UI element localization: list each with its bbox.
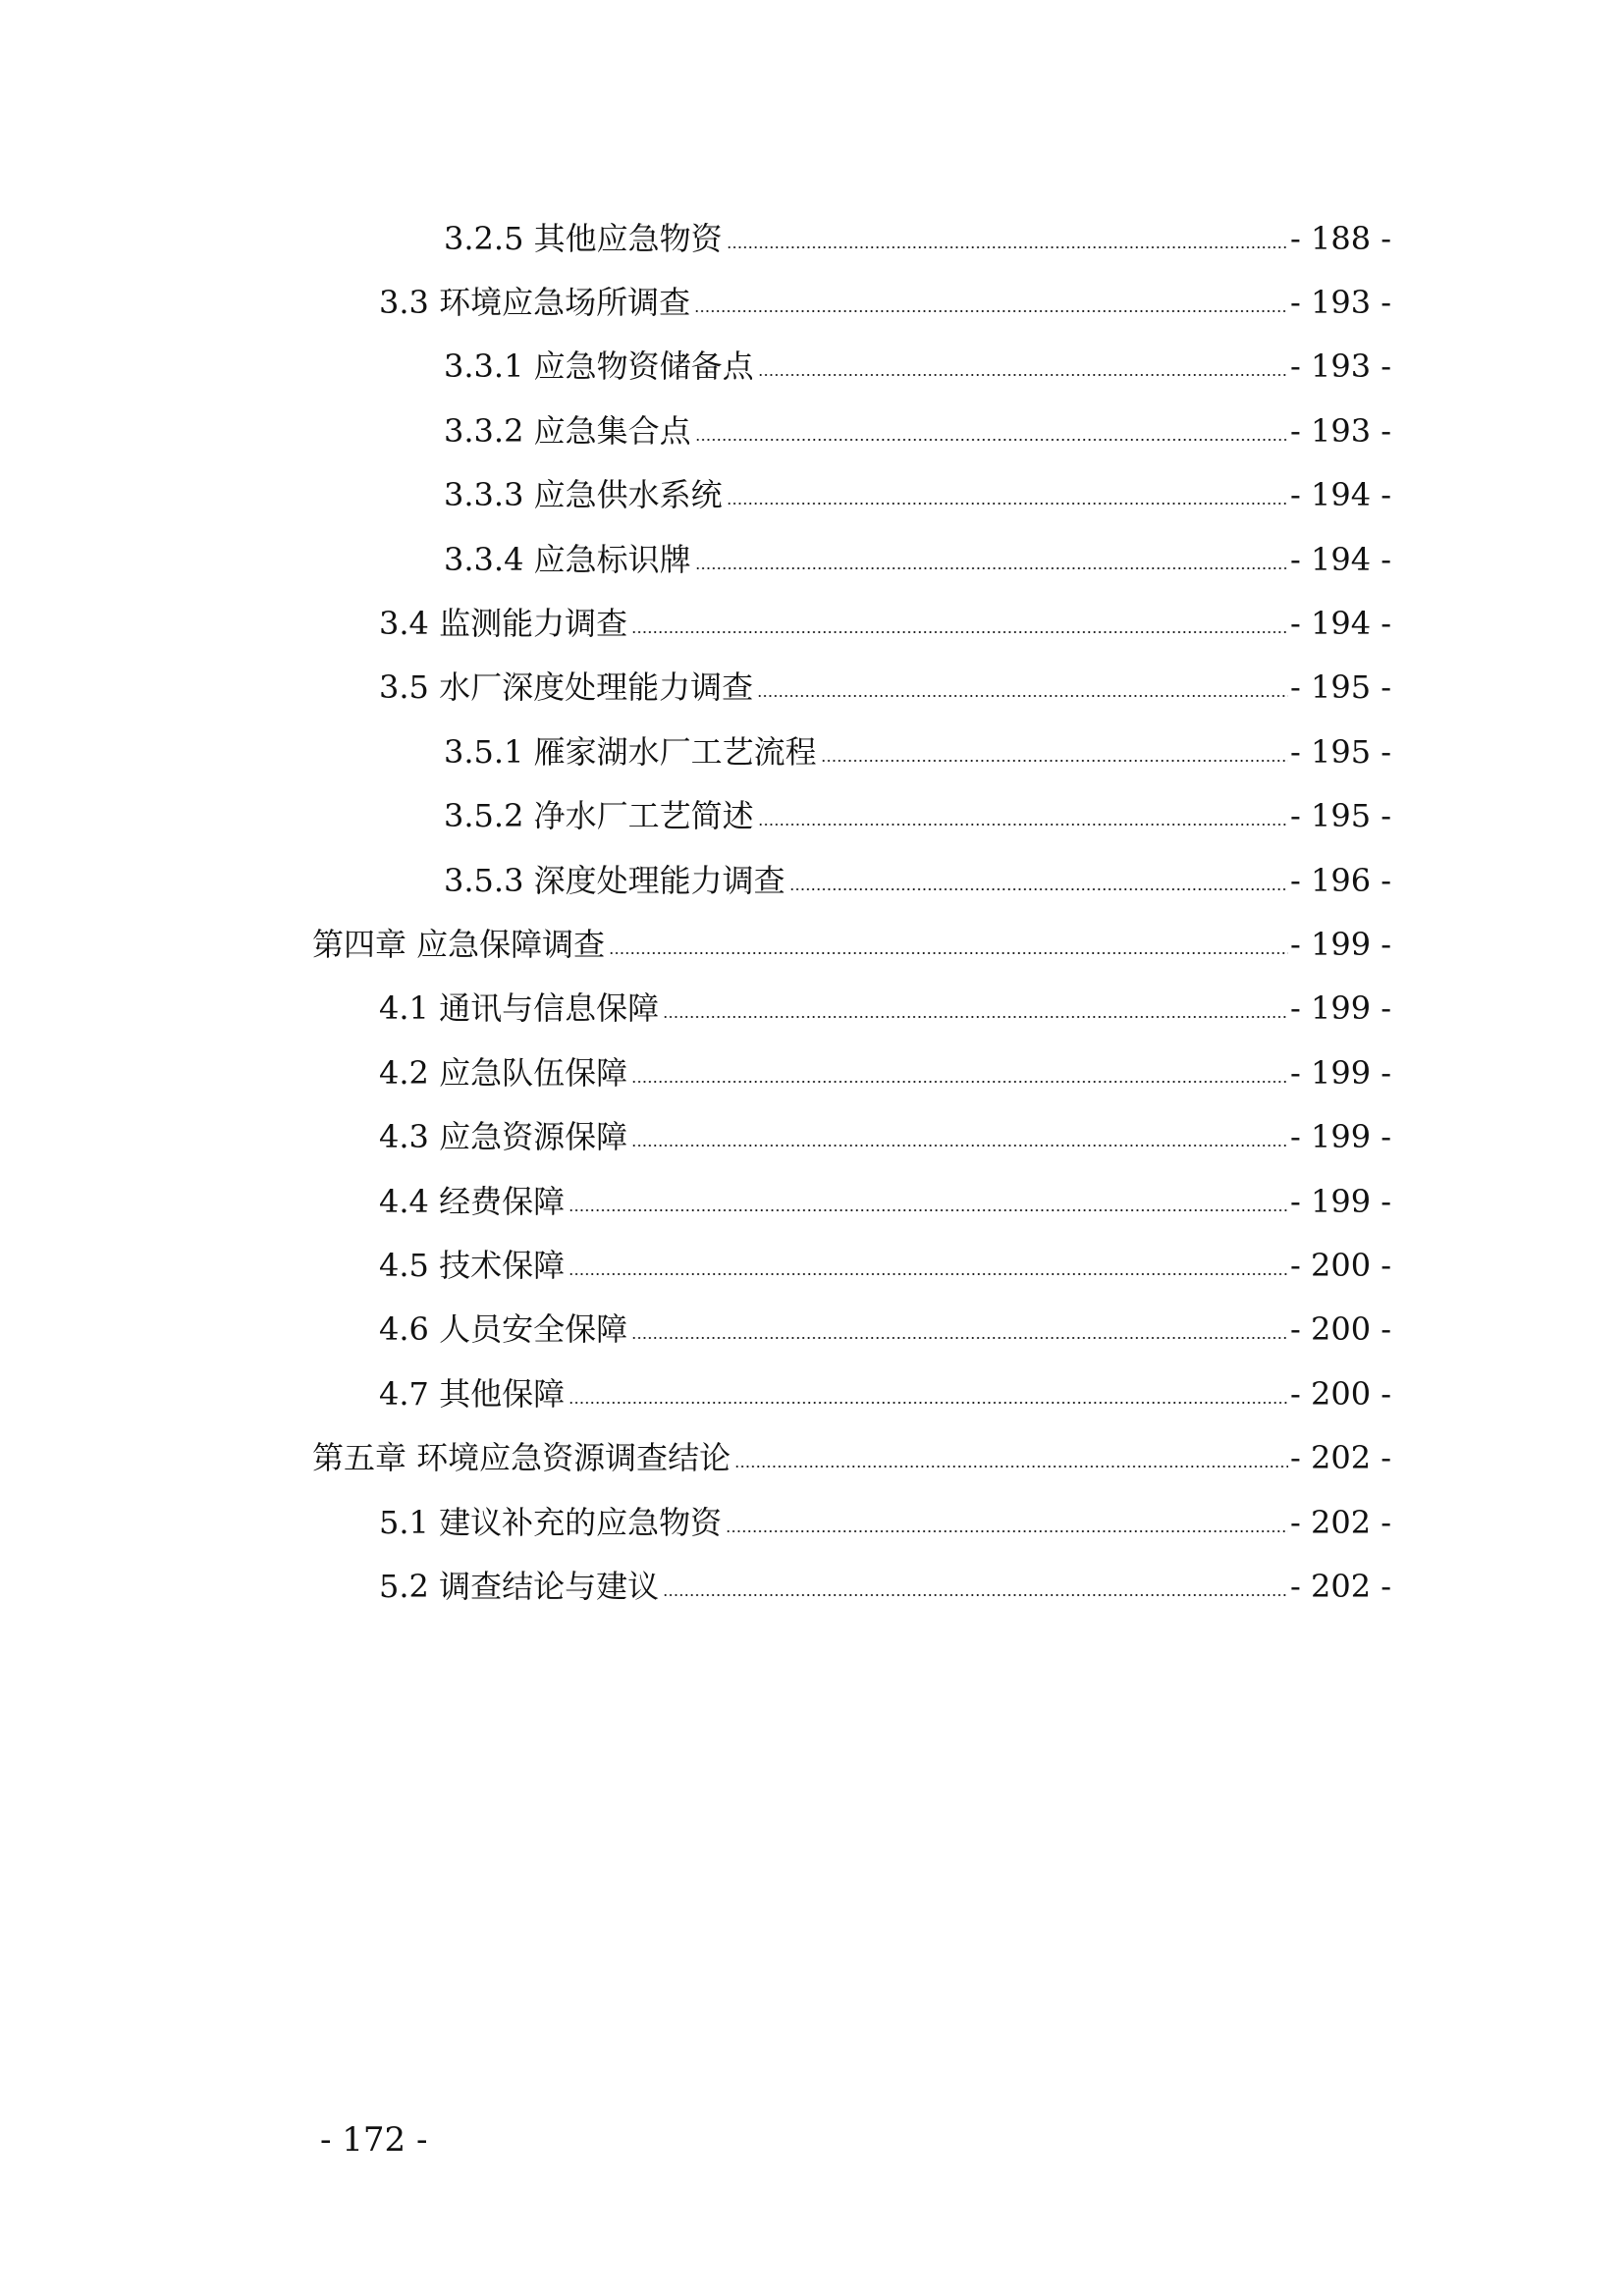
dot-leader [734,1466,1288,1468]
toc-entry-title: 4.6 人员安全保障 [379,1310,628,1349]
toc-entry[interactable] [0,1490,1624,1554]
dot-leader [694,310,1288,312]
dot-leader [568,1273,1288,1275]
toc-entry[interactable] [0,848,1624,912]
toc-entry-page: - 202 - [1290,1567,1392,1605]
toc-entry-title: 3.5.3 深度处理能力调查 [444,861,785,899]
toc-entry-title: 5.2 调查结论与建议 [379,1567,660,1605]
toc-entry-title: 3.5 水厂深度处理能力调查 [379,668,754,707]
dot-leader [757,695,1288,697]
dot-leader [695,439,1288,441]
dot-leader [727,503,1288,505]
toc-entry-page: - 193 - [1290,284,1392,322]
toc-entry-page: - 188 - [1290,219,1392,257]
toc-entry-title: 3.2.5 其他应急物资 [444,219,723,257]
toc-entry[interactable] [0,912,1624,976]
toc-entry-page: - 199 - [1290,1118,1392,1156]
toc-entry-page: - 202 - [1290,1503,1392,1541]
dot-leader [695,567,1288,569]
toc-entry-page: - 199 - [1290,925,1392,963]
dot-leader [609,952,1288,954]
toc-entry-page: - 195 - [1290,797,1392,835]
toc-entry[interactable] [0,1233,1624,1297]
toc-entry-title: 4.4 经费保障 [379,1182,566,1220]
toc-entry[interactable] [0,463,1624,527]
toc-entry-page: - 194 - [1290,476,1392,514]
toc-entry[interactable] [0,335,1624,399]
toc-entry[interactable] [0,720,1624,783]
toc-entry[interactable] [0,206,1624,270]
dot-leader [568,1209,1288,1211]
toc-entry[interactable] [0,1298,1624,1362]
toc-entry[interactable] [0,977,1624,1041]
dot-leader [821,760,1288,762]
toc-entry-title: 4.5 技术保障 [379,1246,566,1284]
toc-entry-title: 4.7 其他保障 [379,1374,566,1413]
toc-entry-title: 4.3 应急资源保障 [379,1118,628,1156]
dot-leader [758,824,1288,826]
toc-entry[interactable] [0,591,1624,655]
toc-entry-page: - 200 - [1290,1246,1392,1284]
dot-leader [789,888,1288,890]
toc-entry[interactable] [0,1104,1624,1168]
toc-entry-page: - 199 - [1290,1053,1392,1092]
toc-entry-page: - 196 - [1290,861,1392,899]
dot-leader [631,1145,1288,1147]
toc-entry-title: 3.3 环境应急场所调查 [379,284,691,322]
toc-entry[interactable] [0,656,1624,720]
toc-entry-page: - 193 - [1290,411,1392,450]
dot-leader [631,1337,1288,1339]
toc-entry-page: - 195 - [1290,732,1392,771]
toc-entry-title: 3.4 监测能力调查 [379,605,628,643]
toc-entry-page: - 194 - [1290,540,1392,578]
toc-entry[interactable] [0,1169,1624,1233]
toc-entry-page: - 202 - [1290,1439,1392,1477]
dot-leader [631,1081,1288,1083]
toc-entry-title: 3.5.2 净水厂工艺简述 [444,797,754,835]
toc-entry[interactable] [0,270,1624,334]
toc-entry-page: - 199 - [1290,1182,1392,1220]
page-number: - 172 - [320,2120,428,2160]
toc-entry-title: 3.3.1 应急物资储备点 [444,347,754,386]
dot-leader [663,1016,1288,1018]
toc-entry-page: - 195 - [1290,668,1392,707]
toc-entry-title: 4.1 通讯与信息保障 [379,989,660,1028]
toc-entry-title: 3.5.1 雁家湖水厂工艺流程 [444,732,817,771]
toc-entry[interactable] [0,1425,1624,1489]
toc-entry-page: - 199 - [1290,989,1392,1028]
toc-entry-title: 4.2 应急队伍保障 [379,1053,628,1092]
toc-entry-title: 第四章 应急保障调查 [312,925,606,963]
toc-entry-title: 第五章 环境应急资源调查结论 [312,1439,731,1477]
toc-entry[interactable] [0,1362,1624,1425]
dot-leader [631,631,1288,633]
dot-leader [727,246,1288,248]
toc-entry[interactable] [0,527,1624,591]
toc-entry-title: 3.3.3 应急供水系统 [444,476,723,514]
dot-leader [758,374,1288,376]
table-of-contents [0,206,1624,1619]
toc-entry[interactable] [0,1041,1624,1104]
toc-entry-page: - 200 - [1290,1374,1392,1413]
toc-entry-page: - 193 - [1290,347,1392,386]
toc-entry[interactable] [0,784,1624,848]
toc-entry-page: - 200 - [1290,1310,1392,1349]
toc-entry[interactable] [0,399,1624,462]
toc-entry-page: - 194 - [1290,605,1392,643]
dot-leader [726,1530,1288,1532]
toc-entry-title: 3.3.2 应急集合点 [444,411,691,450]
dot-leader [663,1594,1288,1596]
toc-entry[interactable] [0,1554,1624,1618]
toc-entry-title: 3.3.4 应急标识牌 [444,540,691,578]
dot-leader [568,1402,1288,1404]
toc-entry-title: 5.1 建议补充的应急物资 [379,1503,723,1541]
